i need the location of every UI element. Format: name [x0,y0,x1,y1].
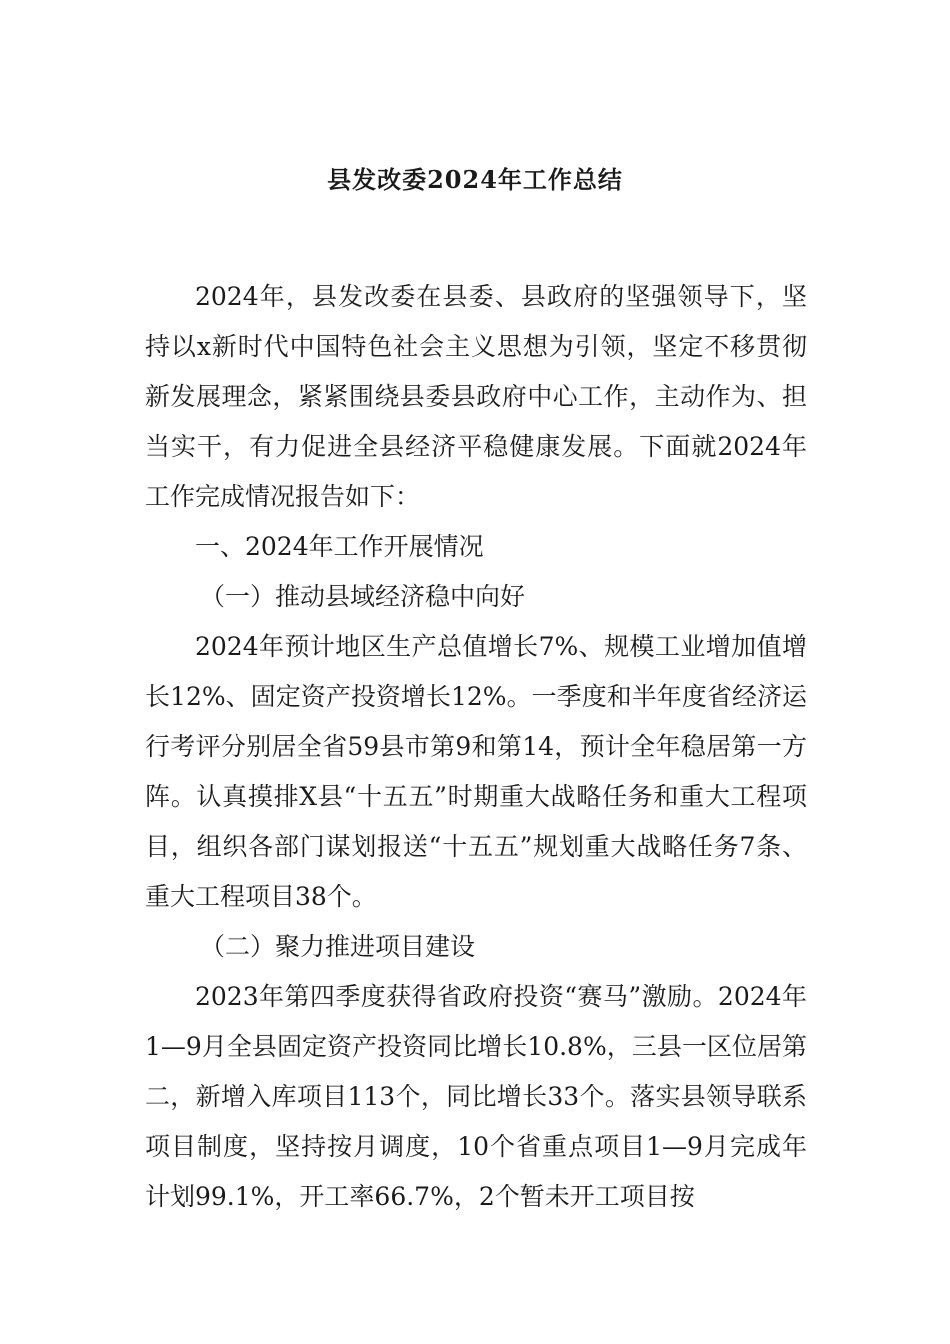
section-heading-1: 一、2024年工作开展情况 [195,532,484,561]
subsection-2-paragraph: 2023年第四季度获得省政府投资“赛马”激励。2024年1—9月全县固定资产投资同比增长10.8%，三县一区位居第二，新增入库项目113个，同比增长33个。落实县领导联系项目制度，坚持按月调度，10个省重点项目1—9月完成年计划99.1%，开工率66.7%，2个暂未开工项目按 [145,982,807,1211]
subsection-1-paragraph: 2024年预计地区生产总值增长7%、规模工业增加值增长12%、固定资产投资增长12%。一季度和半年度省经济运行考评分别居全省59县市第9和第14，预计全年稳居第一方阵。认真摸排X县“十五五”时期重大战略任务和重大工程项目，组织各部门谋划报送“十五五”规划重大战略任务7条、重大工程项目38个。 [145,632,807,911]
intro-paragraph: 2024年，县发改委在县委、县政府的坚强领导下，坚持以x新时代中国特色社会主义思想为引领，坚定不移贯彻新发展理念，紧紧围绕县委县政府中心工作，主动作为、担当实干，有力促进全县经济平稳健康发展。下面就2024年工作完成情况报告如下： [145,282,807,511]
subsection-heading-1: （一）推动县域经济稳中向好 [200,582,526,611]
document-body [145,272,807,1222]
subsection-heading-2: （二）聚力推进项目建设 [200,932,476,961]
document-title: 县发改委2024年工作总结 [327,165,623,194]
